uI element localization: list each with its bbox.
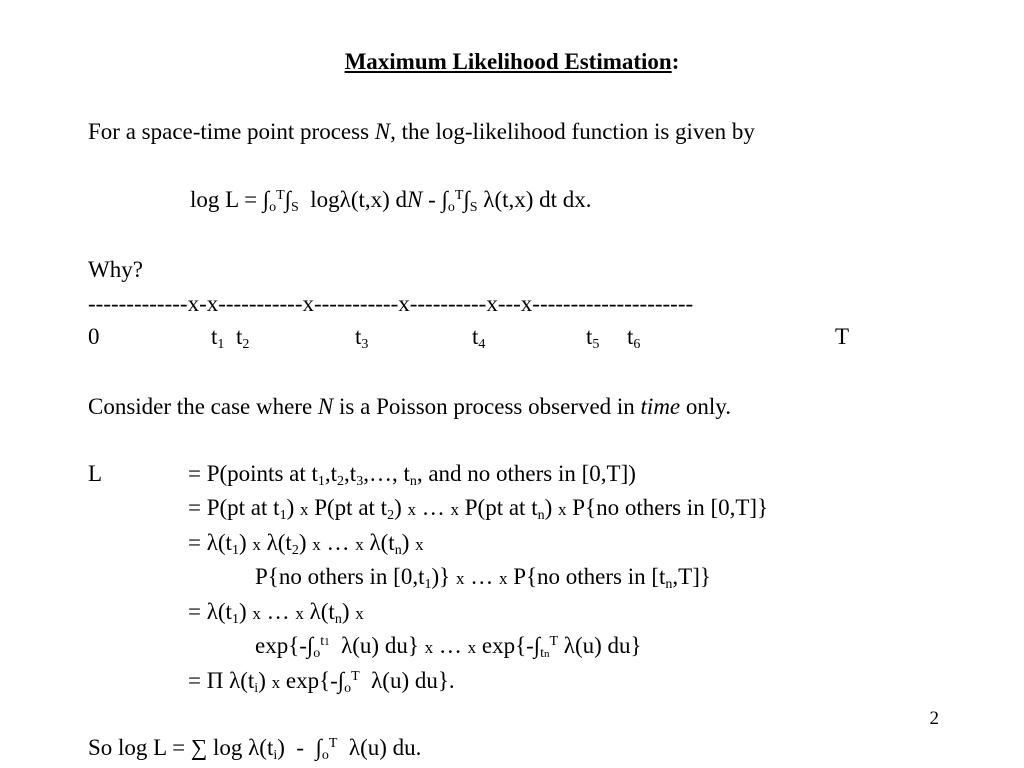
derivation-line-1: = P(points at $t_1,t_2,t_3,\dots$, $t_n$, and no others in [0,T]) [188,461,636,489]
derivation-line-4: P{no others in $[0,t_1)$} x … x P{no others in $[t_n,T]$} [255,564,711,592]
derivation-line-5: = $\lambda(t_1)$ x … x $\lambda(t_n)$ x [188,599,364,627]
timeline-t6: $t_6$ [627,324,641,352]
intro-text: For a space-time point process N, the log-likelihood function is given by [88,119,755,144]
timeline-t1: $t_1$ [211,324,225,352]
page-number: 2 [929,708,939,729]
timeline-t5: $t_5$ [586,324,600,352]
consider-text: Consider the case where N is a Poisson process observed in time only. [88,394,732,419]
timeline-t2: $t_2$ [236,324,250,352]
derivation-line-3: = $\lambda(t_1)$ x $\lambda(t_2)$ x … x $\lambda(t_n)$ x [188,530,424,558]
slide-title: Maximum Likelihood Estimation: [344,49,680,74]
final-formula: So log L = ∑ $\log \lambda(t_i) - \int_o^T$ λ(u) du. [88,735,422,763]
derivation-line-6: $\exp\{-\int_o^{t1}$ λ(u) du} x … x $\exp\{-\int_{tn}^T$ λ(u) du} [255,633,642,661]
timeline-t3: $t_3$ [355,324,369,352]
derivation-line-7: = Π $\lambda(t_i)$ x $\exp\{-\int_o^T$ λ(u) du}. [188,668,455,696]
log-likelihood-formula: $\log L = \int_o^T\int_S$ logλ(t,x) dN - $\int_o^T\int_S$ λ(t,x) dt dx. [190,187,592,215]
L-label: L [88,461,103,486]
timeline-axis: -------------x-x-----------x-----------x----------x---x--------------------- [88,291,694,316]
derivation-line-2: = P(pt at $t_1$) x P(pt at $t_2$) x … x P(pt at $t_n$) x P{no others in [0,T]} [188,495,769,523]
timeline-t4: $t_4$ [472,324,486,352]
timeline-T: T [835,324,850,349]
why-question: Why? [88,257,143,282]
timeline-zero: 0 [88,324,100,349]
